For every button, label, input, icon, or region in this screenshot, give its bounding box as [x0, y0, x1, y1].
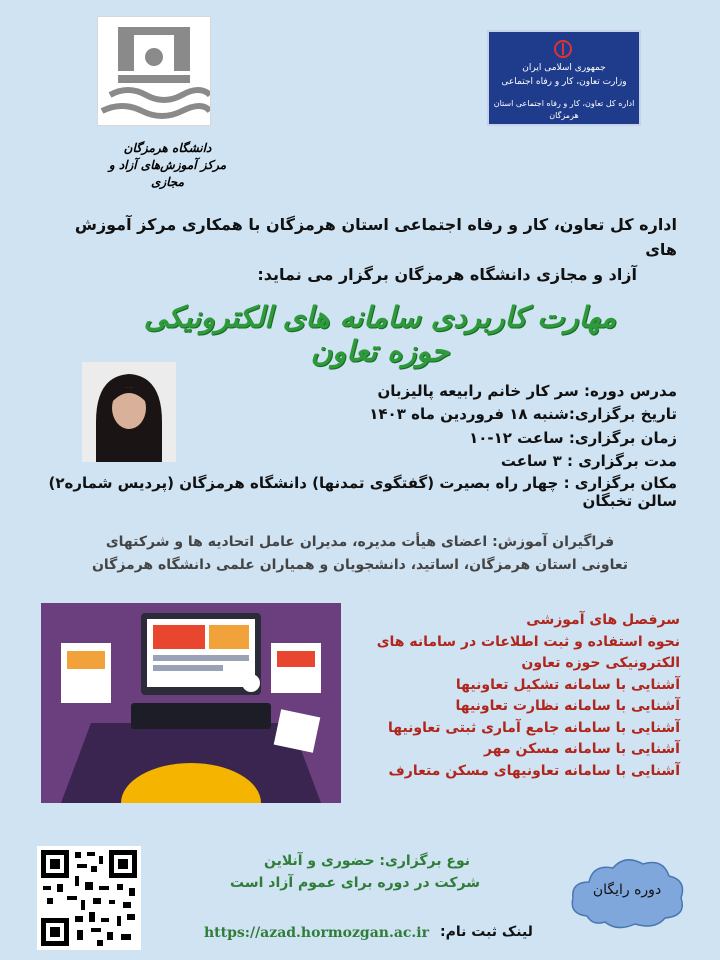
university-logo	[97, 16, 211, 126]
time-line: زمان برگزاری: ساعت ۱۲-۱۰	[469, 429, 677, 447]
intro-line1: اداره کل تعاون، کار و رفاه اجتماعی استان هرمزگان با همکاری مرکز آموزش های	[74, 215, 677, 259]
syllabus-item: آشنایی با سامانه مسکن مهر	[484, 741, 680, 757]
ministry-line2: وزارت تعاون، کار و رفاه اجتماعی	[501, 77, 627, 87]
university-name-line2: مرکز آموزش‌های آزاد و مجازی	[108, 158, 227, 189]
duration-line: مدت برگزاری : ۳ ساعت	[500, 452, 677, 470]
free-participation-note: شرکت در دوره برای عموم آزاد است	[230, 875, 480, 891]
registration-link[interactable]: https://azad.hormozgan.ac.ir	[204, 925, 430, 941]
intro-text	[57, 212, 677, 287]
instructor-photo	[82, 362, 176, 462]
ministry-logo	[487, 30, 641, 126]
intro-line2: آزاد و مجازی دانشگاه هرمزگان برگزار می نماید:	[257, 265, 637, 284]
syllabus-item: نحوه استفاده و ثبت اطلاعات در سامانه های	[376, 633, 680, 650]
ministry-line1: جمهوری اسلامی ایران	[522, 63, 606, 73]
place-line: مکان برگزاری : چهار راه بصیرت (گفتگوی تمدنها) دانشگاه هرمزگان (پردیس شماره۲) سالن تخبگان	[48, 474, 677, 510]
syllabus-item: آشنایی با سامانه نظارت تعاونیها	[455, 698, 680, 714]
syllabus-heading: سرفصل های آموزشی	[526, 612, 680, 628]
free-course-badge: دوره رایگان	[592, 882, 662, 898]
syllabus-item: آشنایی با سامانه تشکیل تعاونیها	[455, 676, 680, 693]
instructor-portrait-icon	[82, 362, 176, 462]
university-emblem-icon	[98, 17, 210, 125]
delivery-mode: نوع برگزاری: حضوری و آنلاین	[264, 853, 470, 869]
instructor-line: مدرس دوره: سر کار خانم رابیعه پالیزبان	[377, 382, 677, 400]
ministry-line3: اداره کل تعاون، کار و رفاه اجتماعی استان هرمزگان	[493, 99, 635, 120]
iran-emblem-icon	[554, 40, 572, 58]
desk-illustration-icon	[41, 603, 341, 803]
syllabus-item: الکترونیکی حوزه تعاون	[521, 655, 680, 671]
syllabus-list	[376, 610, 680, 782]
registration-link-label: لینک ثبت نام:	[440, 924, 533, 940]
qr-code-icon	[37, 846, 141, 950]
date-line: تاریخ برگزاری:شنبه ۱۸ فروردین ماه ۱۴۰۳	[369, 405, 677, 423]
computer-work-illustration	[41, 603, 341, 803]
university-name-line1: دانشگاه هرمزگان	[123, 141, 212, 155]
university-name	[100, 140, 235, 191]
syllabus-item: آشنایی با سامانه جامع آماری ثبتی تعاونیها	[387, 719, 680, 736]
audience-line1: فراگیران آموزش: اعضای هیأت مدیره، مدیران عامل اتحادیه ها و شرکتهای	[105, 534, 615, 550]
syllabus-item: آشنایی با سامانه تعاونیهای مسکن متعارف	[388, 762, 680, 779]
audience-line2: تعاونی استان هرمزگان، اساتید، دانشجویان و همیاران علمی دانشگاه هرمزگان	[91, 557, 629, 573]
registration-qr-code[interactable]	[37, 846, 141, 950]
course-title: مهارت کاربردی سامانه های الکترونیکی حوزه تعاون	[143, 300, 617, 368]
